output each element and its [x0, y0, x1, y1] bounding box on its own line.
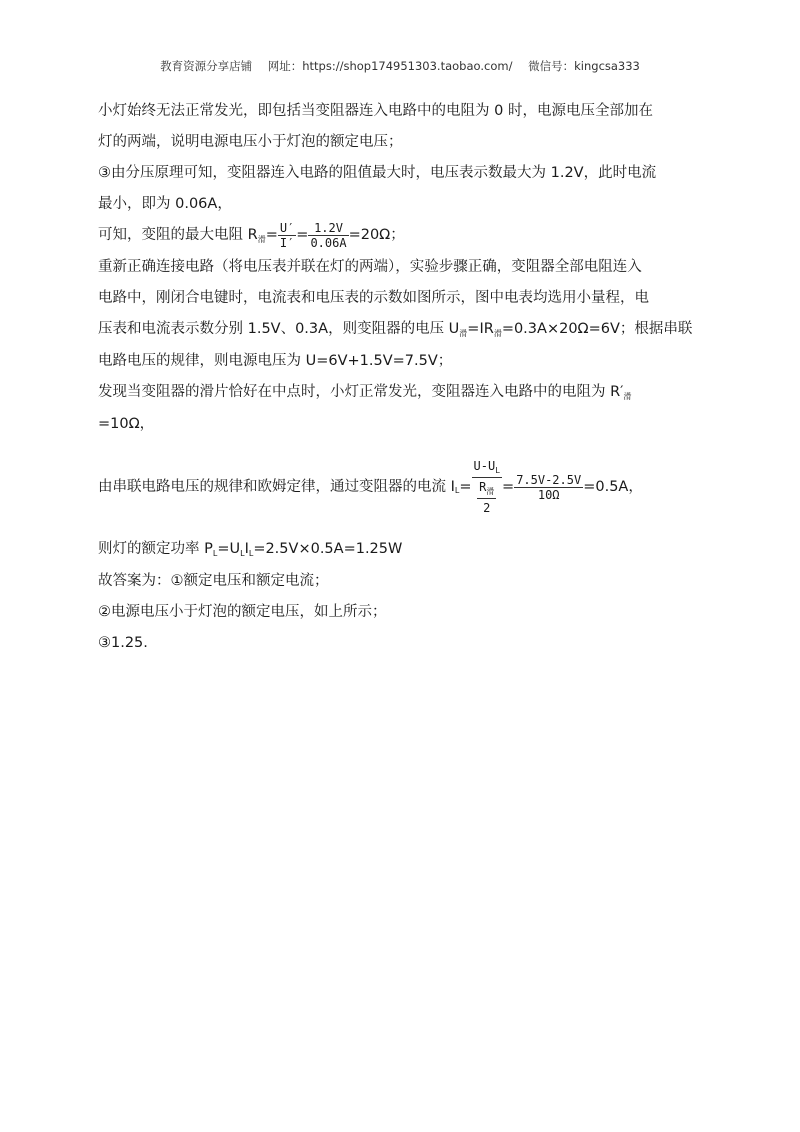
answer-line: 故答案为：①额定电压和额定电流；	[98, 573, 329, 589]
text-line: 小灯始终无法正常发光，即包括当变阻器连入电路中的电阻为 0 时，电源电压全部加在	[98, 103, 653, 119]
fraction: $\frac{U'}{I'}$	[279, 220, 295, 250]
shop-url: 网址：https://shop174951303.taobao.com/	[267, 59, 513, 73]
current-formula: 由串联电路电压的规律和欧姆定律，通过变阻器的电流 I L = $U-U_L$ $R_滑$ 2 = $\frac{7.5V-2.5V}{10\Omega}$ =0.5A，	[98, 459, 643, 515]
text-line: 电路电压的规律，则电源电压为 U=6V+1.5V=7.5V；	[98, 353, 453, 369]
text-line: =10Ω，	[98, 416, 155, 432]
wechat-id: 微信号：kingcsa333	[528, 59, 640, 73]
fraction: $\frac{1.2V}{0.06A}$	[310, 220, 347, 250]
shop-name: 教育资源分享店铺	[160, 59, 253, 73]
text-line: 重新正确连接电路（将电压表并联在灯的两端），实验步骤正确，变阻器全部电阻连入	[98, 259, 642, 275]
power-formula: 则灯的额定功率 $P_L=U_LI_L=2.5V\times 0.5A=1.25W$	[98, 541, 403, 558]
text-line: 灯的两端，说明电源电压小于灯泡的额定电压；	[98, 134, 403, 150]
text-line: 发现当变阻器的滑片恰好在中点时，小灯正常发光，变阻器连入电路中的电阻为 $R'_滑$	[98, 384, 632, 401]
text-line: 最小，即为 0.06A，	[98, 196, 232, 212]
page-header	[0, 58, 800, 74]
answer-line: ②电源电压小于灯泡的额定电压，如上所示；	[98, 604, 387, 620]
text-line: 电路中，刚闭合电键时，电流表和电压表的示数如图所示，图中电表均选用小量程，电	[98, 290, 649, 306]
text-line: ③由分压原理可知，变阻器连入电路的阻值最大时，电压表示数最大为 1.2V，此时电流	[98, 165, 657, 181]
max-resistance-formula: 可知，变阻的最大电阻 $R_滑=$ $\frac{U'}{I'}$ = $\frac{1.2V}{0.06A}$ =20Ω；	[98, 220, 405, 250]
answer-line: ③1.25.	[98, 635, 148, 651]
fraction: $\frac{7.5V-2.5V}{10\Omega}$	[516, 472, 582, 502]
text-line: 压表和电流表示数分别 1.5V、0.3A，则变阻器的电压 $U_滑=IR_滑=0.3A\times 20\Omega=6V$；根据串联	[98, 321, 693, 338]
compound-fraction: $U-U_L$ $R_滑$ 2	[473, 459, 501, 515]
solution-text	[98, 96, 708, 659]
